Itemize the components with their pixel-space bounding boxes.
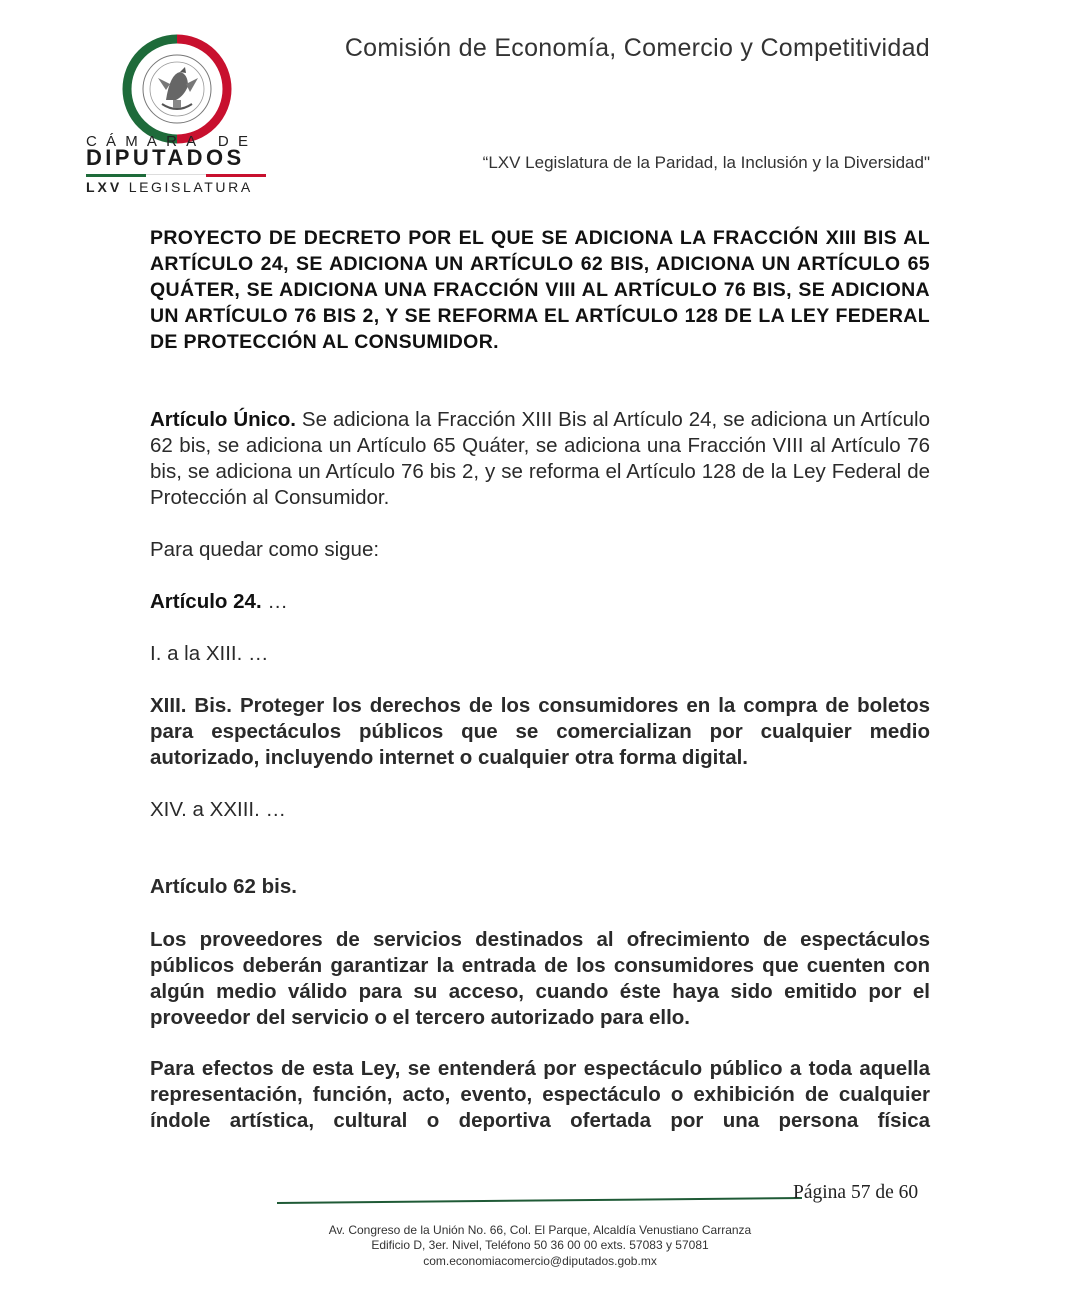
committee-title: Comisión de Economía, Comercio y Competitividad bbox=[344, 34, 930, 62]
legislature-motto: “LXV Legislatura de la Paridad, la Inclusión y la Diversidad" bbox=[482, 153, 930, 172]
logo-lxv: LXV bbox=[86, 179, 123, 195]
footer-email: com.economiacomercio@diputados.gob.mx bbox=[423, 1254, 657, 1268]
articulo-62-bis-paragraph-2: Para efectos de esta Ley, se entenderá por espectáculo público a toda aquella representación, función, acto, evento, espectáculo o exhibición de cualquier índole artística, cultural o deportiva ofertada por una persona física bbox=[150, 1057, 930, 1132]
fraccion-xiii-bis: XIII. Bis. Proteger los derechos de los consumidores en la compra de boletos para espectáculos públicos que se comercializan por cualquier medio autorizado, incluyendo internet o cualquier otra forma digital. bbox=[150, 694, 930, 769]
logo-diputados-text: DIPUTADOS bbox=[86, 145, 245, 170]
para-quedar-text: Para quedar como sigue: bbox=[150, 538, 380, 561]
footer-address-line1: Av. Congreso de la Unión No. 66, Col. El Parque, Alcaldía Venustiano Carranza bbox=[328, 1223, 752, 1237]
decree-title: PROYECTO DE DECRETO POR EL QUE SE ADICIONA LA FRACCIÓN XIII BIS AL ARTÍCULO 24, SE ADICIONA UN ARTÍCULO 62 BIS, ADICIONA UN ARTÍCULO 65 QUÁTER, SE ADICIONA UNA FRACCIÓN VIII AL ARTÍCULO 76 BIS, SE ADICIONA UN ARTÍCULO 76 BIS 2, Y SE REFORMA EL ARTÍCULO 128 DE LA LEY FEDERAL DE PROTECCIÓN AL CONSUMIDOR. bbox=[150, 227, 930, 353]
articulo-unico-paragraph bbox=[150, 407, 930, 511]
logo-legislatura-text bbox=[86, 179, 276, 195]
footer-address-line2: Edificio D, 3er. Nivel, Teléfono 50 36 00 00 exts. 57083 y 57081 bbox=[371, 1238, 709, 1252]
articulo-24-label: Artículo 24. bbox=[150, 590, 262, 613]
page-number: Página 57 de 60 bbox=[793, 1182, 919, 1203]
articulo-24-heading bbox=[150, 589, 930, 615]
fracciones-i-xiii: I. a la XIII. … bbox=[150, 642, 269, 665]
articulo-24-ellipsis: … bbox=[261, 590, 288, 613]
logo-legislatura: LEGISLATURA bbox=[128, 179, 253, 195]
fracciones-xiv-xxiii: XIV. a XXIII. … bbox=[150, 798, 286, 821]
logo-tricolor-rule bbox=[86, 174, 266, 177]
logo-camara-text: CÁMARA DE bbox=[86, 133, 258, 150]
articulo-62-bis-paragraph-1: Los proveedores de servicios destinados al ofrecimiento de espectáculos públicos deberán garantizar la entrada de los consumidores que cuenten con algún medio válido para su acceso, cuando éste haya sido emitido por el proveedor del servicio o el tercero autorizado para ello. bbox=[150, 928, 930, 1029]
footer-divider bbox=[277, 1196, 802, 1204]
camara-seal-logo bbox=[122, 34, 232, 144]
articulo-unico-text: Se adiciona la Fracción XIII Bis al Artículo 24, se adiciona un Artículo 62 bis, se adiciona un Artículo 65 Quáter, se adiciona una Fracción VIII al Artículo 76 bis, se adiciona un Artículo 76 bis 2, y se reforma el Artículo 128 de la Ley Federal de Protección al Consumidor. bbox=[150, 408, 930, 509]
articulo-unico-label: Artículo Único. bbox=[150, 408, 296, 431]
articulo-62-bis-heading: Artículo 62 bis. bbox=[150, 875, 297, 898]
